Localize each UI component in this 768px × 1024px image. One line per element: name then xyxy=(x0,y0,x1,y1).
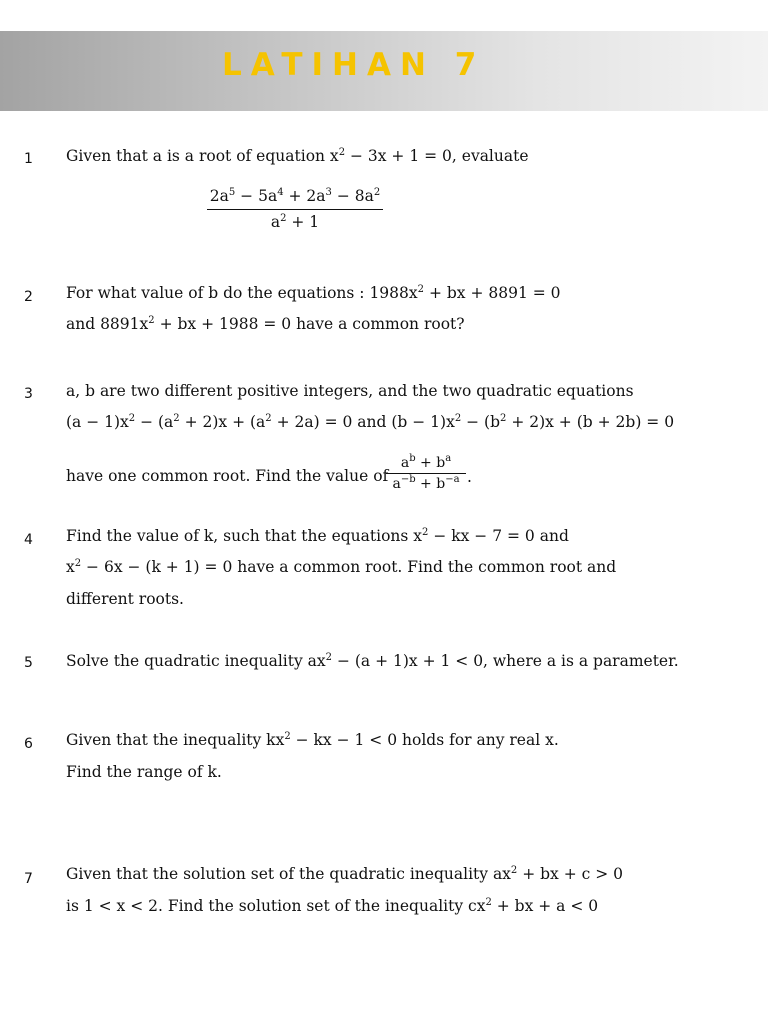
problem-1-fraction xyxy=(207,189,383,230)
problem-3-line-2: $(a - 1)x^2 - (a^2 + 2)x + (a^2 + 2a) = 0$ and $(b - 1)x^2 - (b^2 + 2)x + (b + 2b) = 0$ xyxy=(66,413,675,431)
problem-4-line-2: $x^2 - 6x - (k + 1) = 0$ have a common root. Find the common root and xyxy=(66,558,617,576)
problem-6-line-2: Find the range of k. xyxy=(66,763,222,781)
problem-6-number: 6 xyxy=(24,736,33,752)
problem-1-number: 1 xyxy=(24,151,33,167)
problem-3-number: 3 xyxy=(24,386,33,402)
page-title: LATIHAN 7 xyxy=(222,47,486,83)
problem-3-fraction-numerator: $a^b + b^a$ xyxy=(386,456,466,474)
problem-7-line-1: Given that the solution set of the quadratic inequality $ax^2$ + bx + c > 0 xyxy=(66,865,624,883)
problem-3-fraction-suffix: . xyxy=(467,468,472,486)
problem-1-fraction-numerator: $2a^5 - 5a^4 + 2a^3 - 8a^2$ xyxy=(207,189,383,210)
problem-7-number: 7 xyxy=(24,871,33,887)
problem-7-line-2: is 1 < x < 2. Find the solution set of the inequality $cx^2$ + bx + a < 0 xyxy=(66,897,599,915)
problem-3-line-1: a, b are two different positive integers, and the two quadratic equations xyxy=(66,382,634,400)
problem-3-line-3: have one common root. Find the value of xyxy=(66,467,389,485)
problem-2-line-2: and $8891x^2$ + bx + 1988 = 0 have a common root? xyxy=(66,315,465,333)
problem-3-fraction xyxy=(386,453,466,492)
problem-4-number: 4 xyxy=(24,532,33,548)
problem-2-line-1: For what value of b do the equations : $1988x^2$ + bx + 8891 = 0 xyxy=(66,284,561,302)
problem-1-line-1: Given that a is a root of equation $x^2 - 3x + 1 = 0$, evaluate xyxy=(66,147,529,165)
problem-4-line-3: different roots. xyxy=(66,590,184,608)
problem-5-number: 5 xyxy=(24,655,33,671)
problem-1-fraction-denominator: $a^2 + 1$ xyxy=(270,212,320,231)
problem-4-line-1: Find the value of k, such that the equations $x^2$ − kx − 7 = 0 and xyxy=(66,527,569,545)
problem-5-line-1: Solve the quadratic inequality $ax^2 - (a + 1)x + 1 < 0$, where a is a parameter. xyxy=(66,652,679,670)
problem-2-number: 2 xyxy=(24,289,33,305)
problem-6-line-1: Given that the inequality $kx^2$ − kx − 1 < 0 holds for any real x. xyxy=(66,731,559,749)
problem-3-fraction-denominator: $a^{-b} + b^{-a}$ xyxy=(392,474,460,492)
